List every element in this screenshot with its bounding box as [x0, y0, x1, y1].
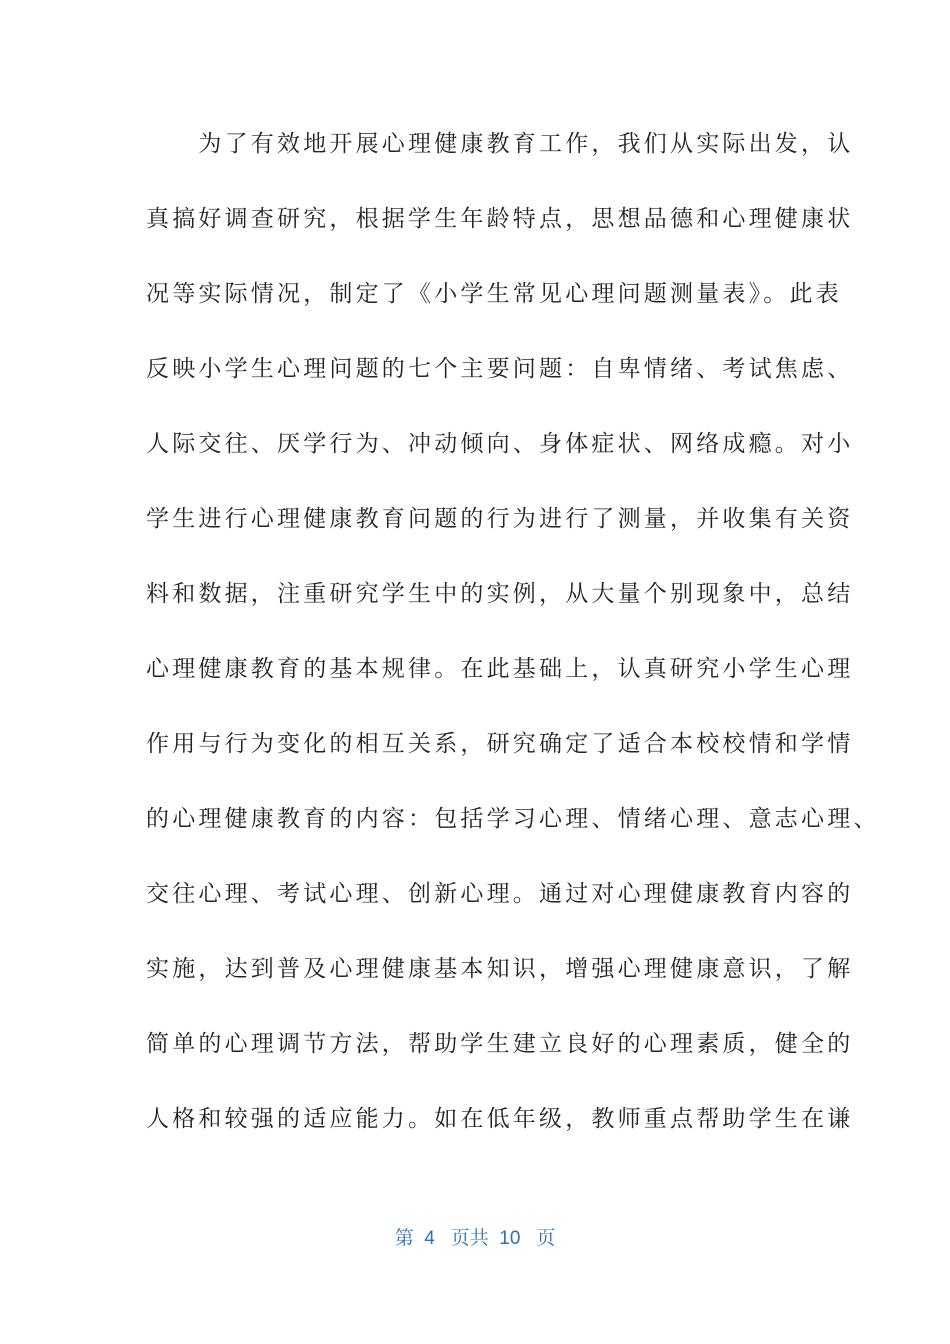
paragraph-line: 简单的心理调节方法，帮助学生建立良好的心理素质，健全的 — [146, 1031, 854, 1057]
paragraph-line: 实施，达到普及心理健康基本知识，增强心理健康意识，了解 — [146, 956, 854, 982]
page-number-footer: 第 4 页共 10 页 — [394, 1228, 556, 1249]
paragraph-line: 心理健康教育的基本规律。在此基础上，认真研究小学生心理 — [146, 656, 854, 682]
paragraph-line: 况等实际情况，制定了《小学生常见心理问题测量表》。此表 — [146, 281, 842, 307]
paragraph-line: 反映小学生心理问题的七个主要问题：自卑情绪、考试焦虑、 — [146, 356, 854, 382]
paragraph-line: 人格和较强的适应能力。如在低年级，教师重点帮助学生在谦 — [146, 1106, 854, 1132]
paragraph-line: 的心理健康教育的内容：包括学习心理、情绪心理、意志心理、 — [146, 806, 880, 832]
paragraph-line: 人际交往、厌学行为、冲动倾向、身体症状、网络成瘾。对小 — [146, 431, 854, 457]
paragraph-line: 料和数据，注重研究学生中的实例，从大量个别现象中，总结 — [146, 581, 854, 607]
paragraph-line: 学生进行心理健康教育问题的行为进行了测量，并收集有关资 — [146, 506, 854, 532]
paragraph-line: 为了有效地开展心理健康教育工作，我们从实际出发，认 — [146, 131, 854, 157]
paragraph-line: 真搞好调查研究，根据学生年龄特点，思想品德和心理健康状 — [146, 206, 854, 232]
paragraph-line: 交往心理、考试心理、创新心理。通过对心理健康教育内容的 — [146, 881, 854, 907]
paragraph-line: 作用与行为变化的相互关系，研究确定了适合本校校情和学情 — [146, 731, 854, 757]
